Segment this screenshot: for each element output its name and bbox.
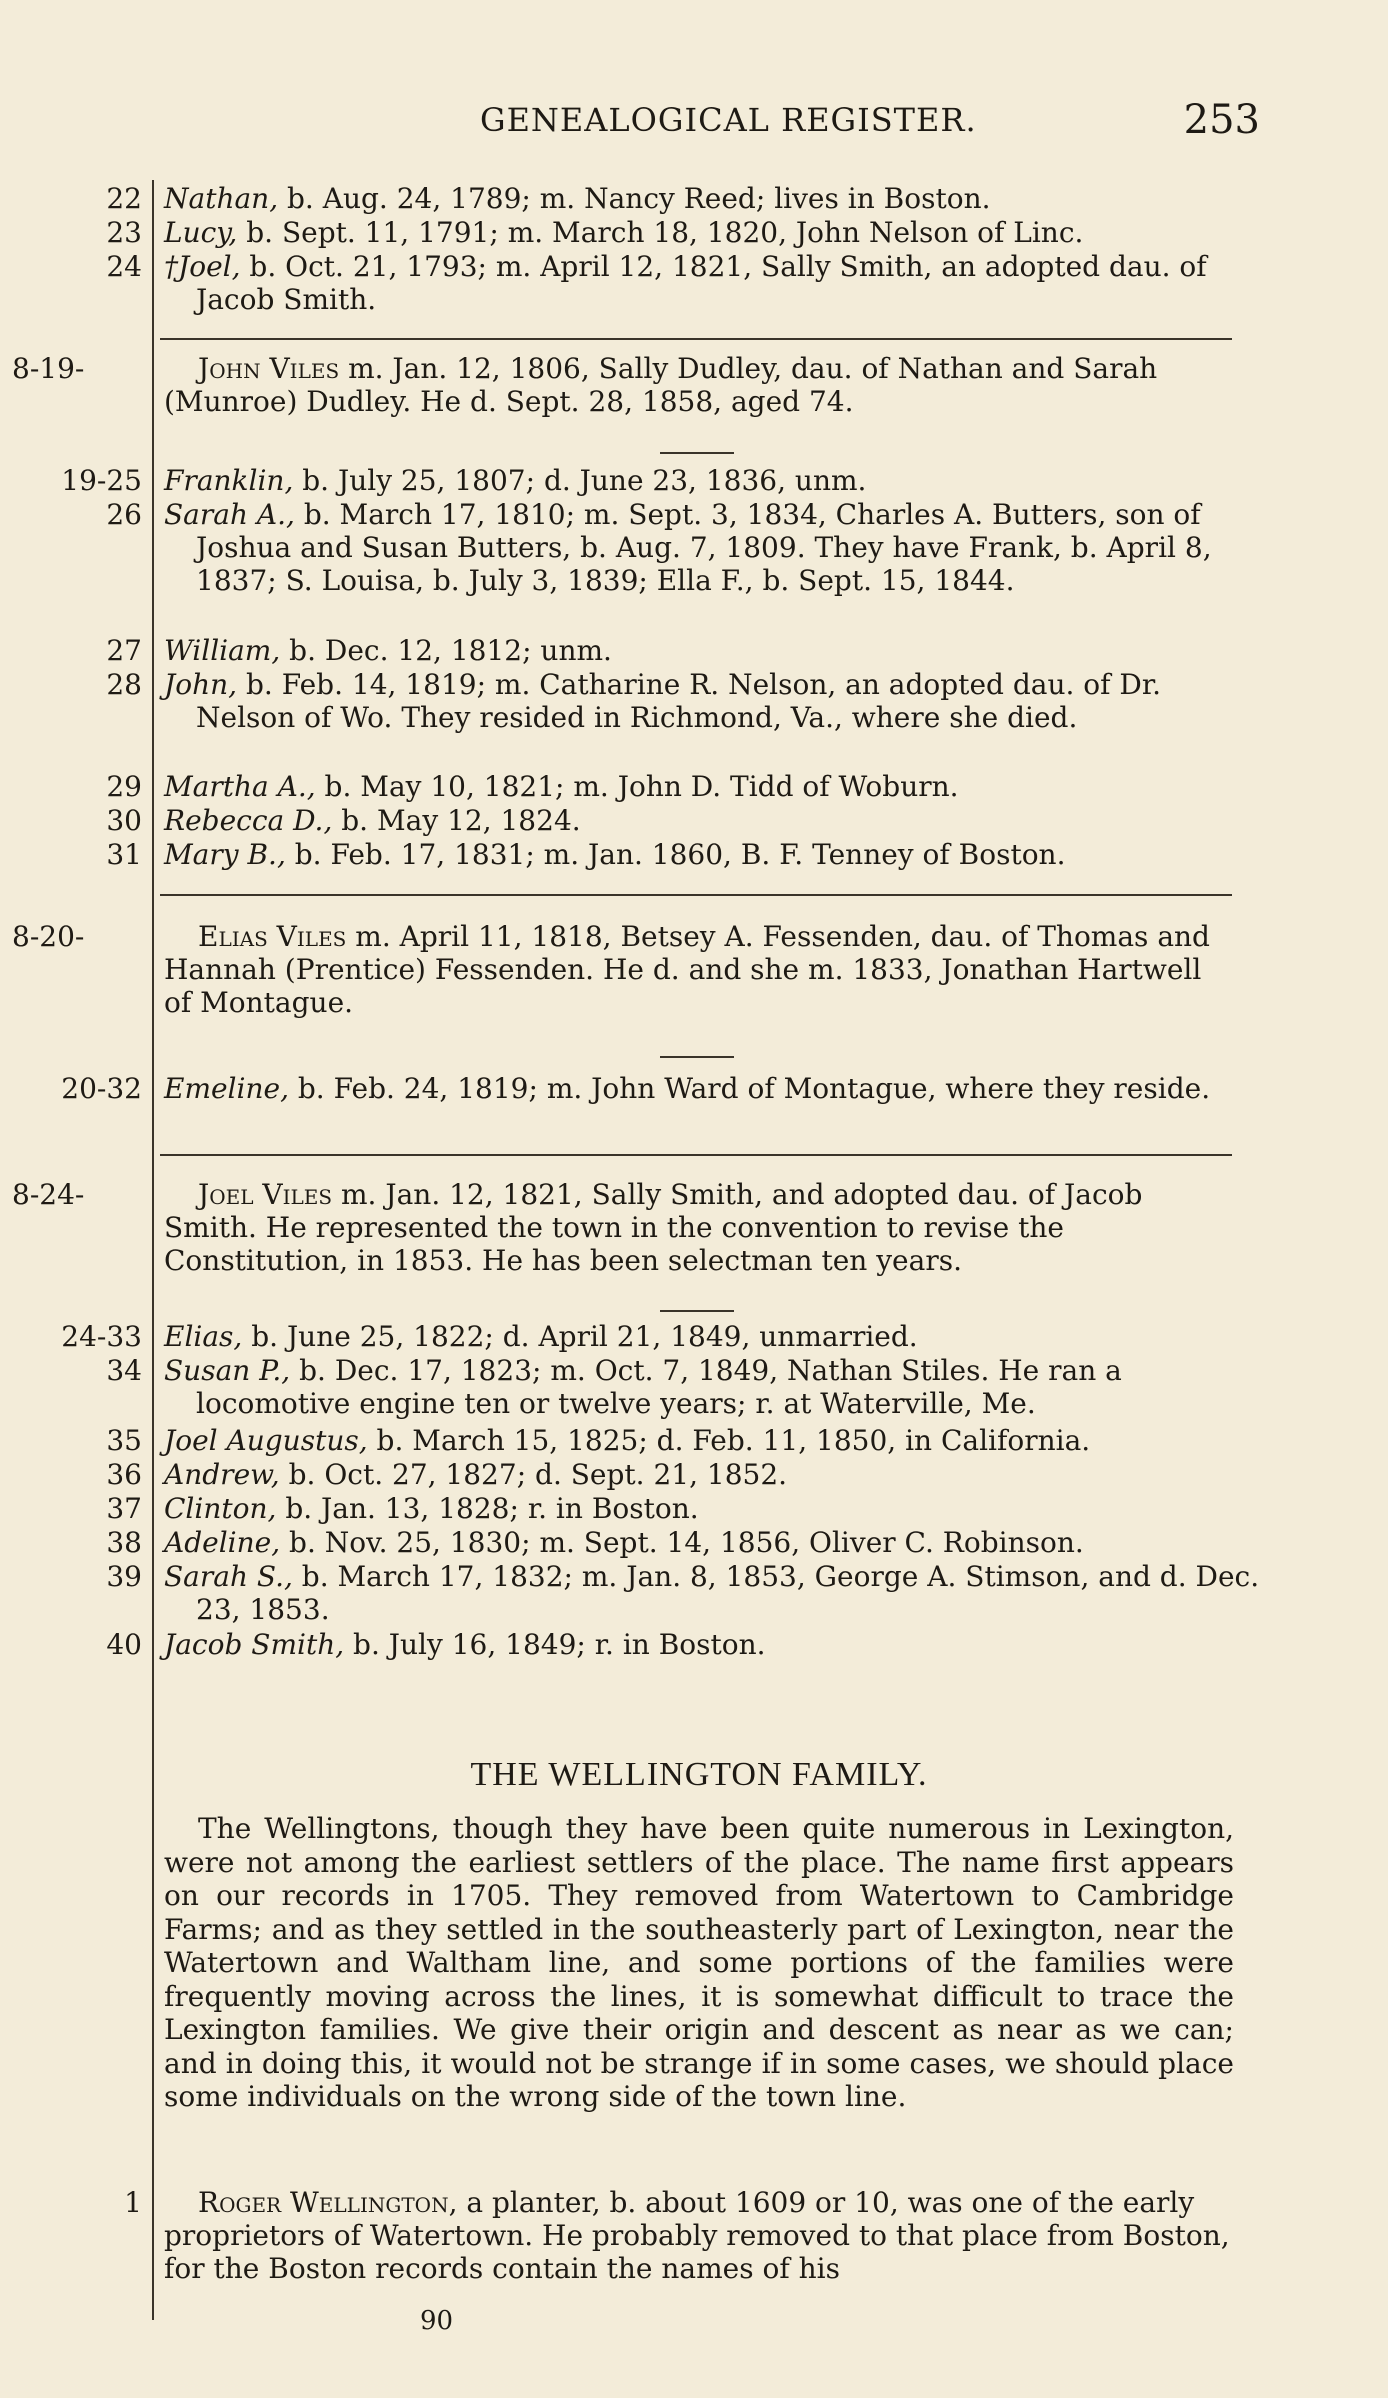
entry-text: b. March 15, 1825; d. Feb. 11, 1850, in California. [367,1424,1091,1457]
entry-name: Mary B., [164,838,286,871]
section-divider [160,338,1232,340]
entry-row [0,216,1388,249]
family-head-text: m. Jan. 12, 1806, Sally Dudley, dau. of Nathan and Sarah (Munroe) Dudley. He d. Sept. 28, 1858, aged 74. [164,352,1158,418]
entry-row [0,250,1388,316]
entry-row [0,804,1388,837]
entry-number: 35 [106,1424,142,1457]
entry-text: b. Sept. 11, 1791; m. March 18, 1820, John Nelson of Linc. [237,216,1084,249]
entry-number: 19-25 [61,464,142,497]
generation-number: 8-19- [12,352,85,385]
entry-number: 38 [106,1526,142,1559]
family-head-text: m. Jan. 12, 1821, Sally Smith, and adopted dau. of Jacob Smith. He represented the town in the convention to revise the Constitution, in 1853. He has been selectman ten years. [164,1178,1143,1277]
entry-row [0,1354,1388,1420]
short-divider [660,452,734,454]
entry-row [0,1458,1388,1491]
short-divider [660,1310,734,1312]
generation-number: 8-24- [12,1178,85,1211]
entry-text: b. June 25, 1822; d. April 21, 1849, unmarried. [242,1320,918,1353]
entry-name: Rebecca D., [164,804,333,837]
entry-number: 31 [106,838,142,871]
running-title: GENEALOGICAL REGISTER. [480,101,977,139]
entry-name: Elias, [164,1320,243,1353]
entry-text: b. Oct. 27, 1827; d. Sept. 21, 1852. [279,1458,788,1491]
entry-text: b. March 17, 1832; m. Jan. 8, 1853, George A. Stimson, and d. Dec. 23, 1853. [196,1560,1260,1626]
page-header [400,92,1260,148]
entry-number: 36 [106,1458,142,1491]
entry-row [0,1560,1388,1626]
entry-row [0,1072,1388,1105]
entry-name: †Joel, [164,250,241,283]
section-divider [160,1154,1232,1156]
entry-name: Clinton, [164,1492,277,1525]
entry-row [0,634,1388,667]
entry-row [0,1526,1388,1559]
entry-text: b. May 12, 1824. [332,804,581,837]
entry-number: 22 [106,182,142,215]
entry-number: 20-32 [61,1072,142,1105]
entry-name: Sarah S., [164,1560,293,1593]
entry-row [0,838,1388,871]
entry-text: b. Aug. 24, 1789; m. Nancy Reed; lives in Boston. [278,182,991,215]
section-divider [160,894,1232,896]
entry-name: John, [164,668,238,701]
family-head-text: a planter, b. about 1609 or 10, was one of the early proprietors of Watertown. He probably removed to that place from Boston, for the Boston records contain the names of his [164,2186,1230,2285]
entry-number: 26 [106,498,142,531]
entry-number: 30 [106,804,142,837]
entry-number: 24-33 [61,1320,142,1353]
section-intro: The Wellingtons, though they have been quite numerous in Lexington, were not among the earliest settlers of the place. The name first appears on our records in 1705. They removed from Watertown to Cambridge Farms; and as they settled in the southeasterly part of Lexington, near the Watertown and Waltham line, and some portions of the families were frequently moving across the lines, it is somewhat difficult to trace the Lexington families. We give their origin and descent as near as we can; and in doing this, it would not be strange if in some cases, we should place some individuals on the wrong side of the town line. [164,1812,1234,2113]
entry-name: Lucy, [164,216,238,249]
section-title: THE WELLINGTON FAMILY. [470,1756,928,1793]
entry-row [0,1628,1388,1661]
entry-number: 24 [106,250,142,283]
entry-name: Adeline, [164,1526,281,1559]
entry-row [0,1492,1388,1525]
entry-name: Franklin, [164,464,294,497]
family-head-name: Joel Viles [198,1178,333,1211]
entry-number: 29 [106,770,142,803]
entry-text: b. Nov. 25, 1830; m. Sept. 14, 1856, Oliver C. Robinson. [280,1526,1084,1559]
entry-row [0,182,1388,215]
entry-name: Jacob Smith, [164,1628,345,1661]
entry-name: Andrew, [164,1458,280,1491]
entry-text: b. May 10, 1821; m. John D. Tidd of Woburn. [315,770,959,803]
entry-name: Martha A., [164,770,316,803]
family-head [0,2186,1388,2285]
page-number: 253 [1183,97,1260,143]
family-head [0,1178,1388,1277]
family-head-name: John Viles [198,352,340,385]
entry-row [0,464,1388,497]
entry-row [0,668,1388,734]
entry-text: b. Jan. 13, 1828; r. in Boston. [276,1492,699,1525]
family-head-name: Roger Wellington, [198,2186,458,2219]
family-head-text: m. April 11, 1818, Betsey A. Fessenden, dau. of Thomas and Hannah (Prentice) Fessenden. He d. and she m. 1833, Jonathan Hartwell of Montague. [164,920,1210,1019]
entry-number: 28 [106,668,142,701]
generation-number: 8-20- [12,920,85,953]
entry-name: Susan P., [164,1354,291,1387]
short-divider [660,1056,734,1058]
entry-text: b. Dec. 12, 1812; unm. [280,634,612,667]
entry-number: 34 [106,1354,142,1387]
entry-name: Nathan, [164,182,279,215]
entry-text: b. Oct. 21, 1793; m. April 12, 1821, Sally Smith, an adopted dau. of Jacob Smith. [196,250,1207,316]
signature-mark: 90 [420,2306,454,2336]
entry-name: Sarah A., [164,498,295,531]
entry-row [0,1320,1388,1353]
entry-text: b. July 25, 1807; d. June 23, 1836, unm. [293,464,867,497]
family-head [0,920,1388,1019]
entry-name: Joel Augustus, [164,1424,368,1457]
entry-number: 23 [106,216,142,249]
family-head-name: Elias Viles [198,920,347,953]
entry-row [0,770,1388,803]
entry-row [0,1424,1388,1457]
entry-number: 37 [106,1492,142,1525]
entry-text: b. Feb. 24, 1819; m. John Ward of Montague, where they reside. [288,1072,1211,1105]
entry-number: 40 [106,1628,142,1661]
entry-text: b. Feb. 14, 1819; m. Catharine R. Nelson, an adopted dau. of Dr. Nelson of Wo. They resided in Richmond, Va., where she died. [196,668,1162,734]
entry-number: 1 [124,2186,142,2219]
family-head [0,352,1388,418]
entry-number: 39 [106,1560,142,1593]
entry-row [0,498,1388,597]
entry-text: b. Dec. 17, 1823; m. Oct. 7, 1849, Nathan Stiles. He ran a locomotive engine ten or twelve years; r. at Waterville, Me. [196,1354,1122,1420]
entry-name: William, [164,634,281,667]
entry-number: 27 [106,634,142,667]
entry-text: b. March 17, 1810; m. Sept. 3, 1834, Charles A. Butters, son of Joshua and Susan Butters, b. Aug. 7, 1809. They have Frank, b. April 8, 1837; S. Louisa, b. July 3, 1839; Ella F., b. Sept. 15, 1844. [196,498,1212,597]
entry-name: Emeline, [164,1072,289,1105]
entry-text: b. Feb. 17, 1831; m. Jan. 1860, B. F. Tenney of Boston. [285,838,1066,871]
entry-text: b. July 16, 1849; r. in Boston. [344,1628,766,1661]
